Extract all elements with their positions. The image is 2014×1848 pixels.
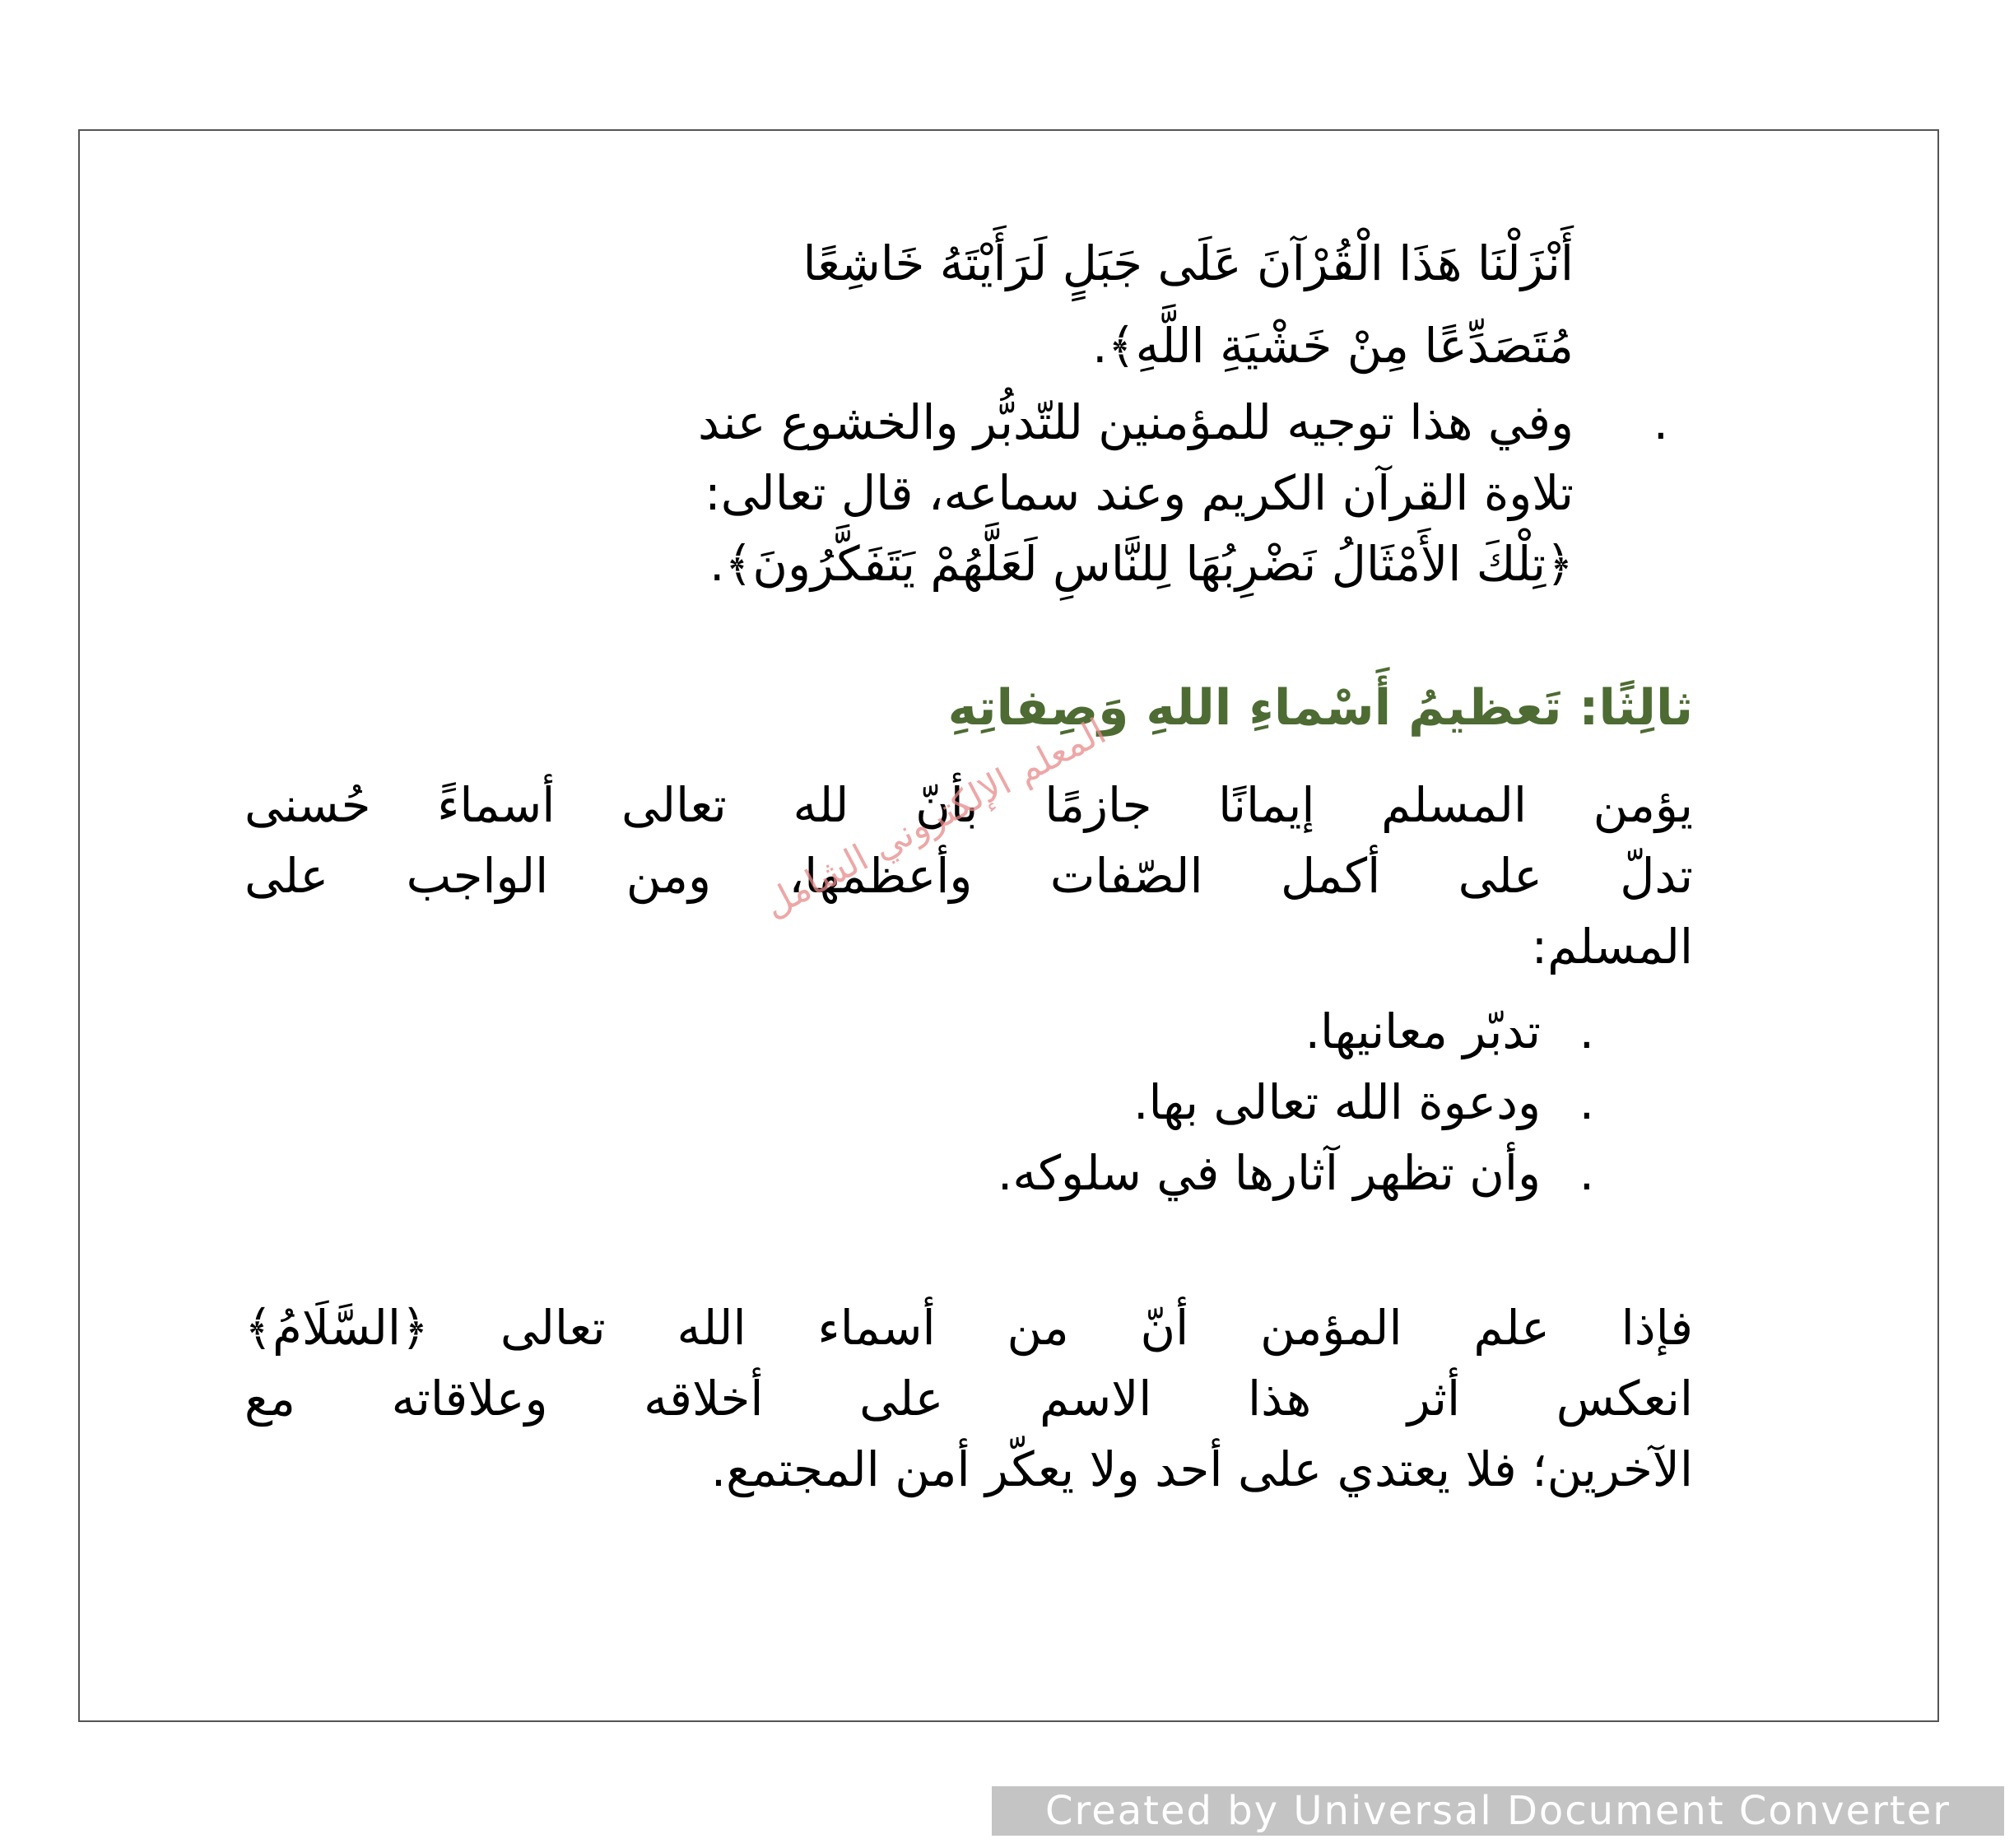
verse-line-2: مُتَصَدِّعًا مِنْ خَشْيَةِ اللَّهِ﴾.: [1092, 318, 1574, 374]
list-dot: .: [1579, 1003, 1594, 1059]
paragraph-two-line-2: انعكس أثر هذا الاسم على أخلاقه وعلاقاته مع: [244, 1371, 1693, 1427]
duties-list: [360, 996, 1594, 1208]
paragraph-two-line-1: فإذا علم المؤمن أنّ من أسماء الله تعالى ﴿السَّلَامُ﴾: [244, 1300, 1693, 1356]
paragraph-salam: [244, 1292, 1693, 1505]
list-item-text: وأن تظهر آثارها في سلوكه.: [997, 1145, 1541, 1201]
list-item-text: ودعوة الله تعالى بها.: [1133, 1074, 1541, 1130]
list-item: [360, 996, 1594, 1067]
list-item: [360, 1067, 1594, 1138]
footer-banner: Created by Universal Document Converter: [992, 1786, 2004, 1836]
list-dot: .: [1579, 1074, 1594, 1130]
bullet-paragraph-line-3: ﴿تِلْكَ الأَمْثَالُ نَضْرِبُهَا لِلنَّاسِ لَعَلَّهُمْ يَتَفَكَّرُونَ﴾.: [709, 536, 1574, 592]
watermark: المعلم الإلكتروني الشامل: [757, 710, 1113, 927]
bullet-paragraph-line-2: تلاوة القرآن الكريم وعند سماعه، قال تعالى:: [705, 465, 1574, 521]
list-dot: .: [1579, 1145, 1594, 1201]
paragraph-two-line-3: الآخرين؛ فلا يعتدي على أحد ولا يعكّر أمن المجتمع.: [710, 1441, 1693, 1497]
quran-verse: [339, 222, 1574, 387]
bullet-paragraph: [269, 387, 1668, 599]
verse-line-1: أَنْزَلْنَا هَذَا الْقُرْآنَ عَلَى جَبَلٍ لَرَأَيْتَهُ خَاشِعًا: [802, 235, 1574, 291]
paragraph-one-line-1: يؤمن المسلم إيمانًا جازمًا بأنّ لله تعالى أسماءً حُسنى: [244, 777, 1693, 833]
list-item: [360, 1138, 1594, 1208]
section-heading: ثالِثًا: تَعظيمُ أَسْماءِ اللهِ وَصِفاتِهِ: [947, 679, 1693, 737]
paragraph-one-line-3: المسلم:: [1531, 919, 1693, 975]
list-item-text: تدبّر معانيها.: [1305, 1003, 1541, 1059]
bullet-paragraph-line-1: [269, 387, 1668, 458]
bullet-dot: .: [1653, 394, 1668, 450]
paragraph-one-line-2: تدلّ على أكمل الصّفات وأعظمها، ومن الواجب على: [244, 848, 1693, 904]
bullet-paragraph-text-1: وفي هذا توجيه للمؤمنين للتّدبُّر والخشوع عند: [697, 394, 1574, 450]
